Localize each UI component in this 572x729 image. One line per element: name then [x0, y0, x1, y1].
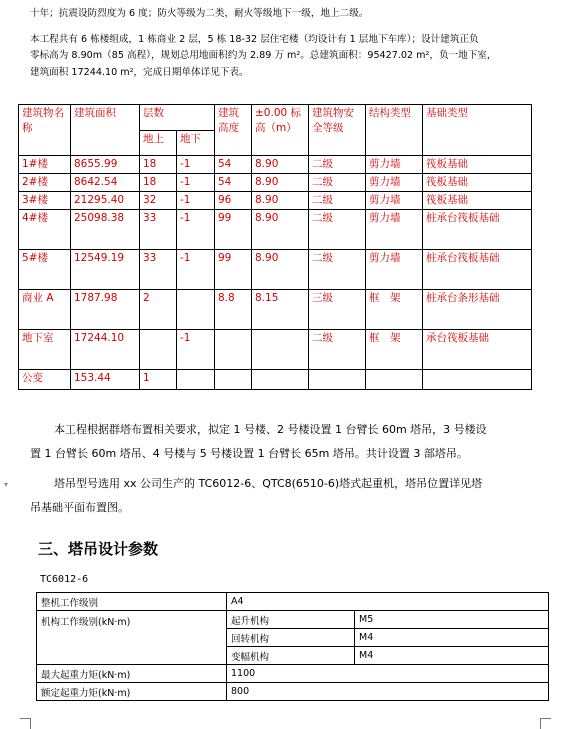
cell-name: 4#楼: [19, 210, 71, 250]
cell-structure: 剪力墙: [366, 156, 423, 174]
cell-below: -1: [177, 192, 215, 210]
cell-area: 8642.54: [71, 174, 140, 192]
table-row: [19, 290, 532, 330]
cell-name: 3#楼: [19, 192, 71, 210]
cell-above: 2: [140, 290, 177, 330]
header-structure: 结构类型: [366, 105, 423, 156]
header-height: 建筑高度: [215, 105, 252, 156]
cell-above: 18: [140, 156, 177, 174]
cell-elevation: 8.90: [252, 250, 309, 290]
cell-safety: 二级: [309, 192, 366, 210]
intro-line-1: 十年；抗震设防烈度为 6 度；防火等级为二类，耐火等级地下一级，地上二级。: [30, 8, 369, 19]
header-safety: 建筑物安全等级: [309, 105, 366, 156]
cell-structure: 框 架: [366, 330, 423, 370]
cell-above: 32: [140, 192, 177, 210]
cell-safety: 二级: [309, 210, 366, 250]
table-row: [19, 210, 532, 250]
cell-foundation: 筏板基础: [423, 192, 532, 210]
intro-line-3: 零标高为 8.90m（85 高程），规划总用地面积约为 2.89 万 m²。总建筑面积：95427.02 m²，负一地下室，: [30, 50, 497, 61]
table-row: [19, 174, 532, 192]
cell-name: 5#楼: [19, 250, 71, 290]
cell-safety: 二级: [309, 174, 366, 192]
header-below: 地下: [177, 131, 215, 156]
cell-area: 12549.19: [71, 250, 140, 290]
cell-foundation: 承台筏板基础: [423, 330, 532, 370]
cell-height: 99: [215, 210, 252, 250]
cell-foundation: [423, 370, 532, 390]
paragraph-1-line-2: 置 1 台臂长 60m 塔吊、4 号楼与 5 号楼设置 1 台臂长 65m 塔吊。共计设置 3 部塔吊。: [30, 447, 468, 460]
paragraph-2-line-1: 塔吊型号选用 xx 公司生产的 TC6012-6、QTC8(6510-6)塔式起重机，塔吊位置详见塔: [54, 477, 483, 490]
cell-height: [215, 330, 252, 370]
cell-below: -1: [177, 330, 215, 370]
cell-elevation: 8.90: [252, 210, 309, 250]
mechanism-name: 起升机构: [227, 611, 355, 629]
param-label: 整机工作级别: [37, 593, 227, 611]
cell-foundation: 桩承台筏板基础: [423, 210, 532, 250]
cell-safety: 二级: [309, 330, 366, 370]
building-table: [18, 104, 532, 390]
cell-below: [177, 370, 215, 390]
cell-above: 1: [140, 370, 177, 390]
cell-elevation: 8.90: [252, 156, 309, 174]
cell-area: 8655.99: [71, 156, 140, 174]
table-row: [19, 370, 532, 390]
param-label: 机构工作级别(kN·m): [37, 611, 227, 665]
tc-model-label: TC6012-6: [40, 574, 89, 585]
section-heading: 三、塔吊设计参数: [38, 540, 159, 558]
mechanism-value: M4: [355, 647, 549, 665]
table-row: [19, 330, 532, 370]
cell-name: 1#楼: [19, 156, 71, 174]
cell-height: 54: [215, 174, 252, 192]
cell-elevation: 8.90: [252, 192, 309, 210]
cell-below: -1: [177, 174, 215, 192]
cell-structure: [366, 370, 423, 390]
cell-area: 17244.10: [71, 330, 140, 370]
cell-elevation: [252, 330, 309, 370]
param-value: A4: [227, 593, 549, 611]
cell-name: 公变: [19, 370, 71, 390]
header-name: 建筑物名称: [19, 105, 71, 156]
cell-structure: 剪力墙: [366, 192, 423, 210]
paragraph-2-line-2: 吊基础平面布置图。: [30, 501, 129, 514]
cell-area: 21295.40: [71, 192, 140, 210]
paragraph-1-line-1: 本工程根据群塔布置相关要求，拟定 1 号楼、2 号楼设置 1 台臂长 60m 塔吊，3 号楼设: [54, 423, 487, 436]
mechanism-name: 变幅机构: [227, 647, 355, 665]
header-floors: 层数: [140, 105, 215, 131]
cell-area: 25098.38: [71, 210, 140, 250]
cell-elevation: 8.15: [252, 290, 309, 330]
mechanism-value: M4: [355, 629, 549, 647]
cell-structure: 框 架: [366, 290, 423, 330]
cell-area: 153.44: [71, 370, 140, 390]
cell-below: -1: [177, 210, 215, 250]
cell-above: [140, 330, 177, 370]
cell-name: 2#楼: [19, 174, 71, 192]
cell-height: [215, 370, 252, 390]
param-value: 800: [227, 683, 549, 701]
cell-height: 96: [215, 192, 252, 210]
crane-parameter-table: [36, 592, 549, 701]
cell-elevation: [252, 370, 309, 390]
header-area: 建筑面积: [71, 105, 140, 156]
cell-name: 商业 A: [19, 290, 71, 330]
intro-line-2: 本工程共有 6 栋楼组成，1 栋商业 2 层，5 栋 18-32 层住宅楼（均设计有 1 层地下车库）；设计建筑正负: [30, 34, 479, 45]
table-row: [19, 156, 532, 174]
cell-foundation: 桩承台条形基础: [423, 290, 532, 330]
page-corner-mark: [540, 718, 551, 729]
cell-foundation: 桩承台筏板基础: [423, 250, 532, 290]
cell-below: -1: [177, 250, 215, 290]
cell-above: 18: [140, 174, 177, 192]
cell-safety: [309, 370, 366, 390]
cell-below: [177, 290, 215, 330]
cell-height: 99: [215, 250, 252, 290]
param-label: 最大起重力矩(kN·m): [37, 665, 227, 683]
cell-above: 33: [140, 250, 177, 290]
cell-foundation: 筏板基础: [423, 156, 532, 174]
cell-area: 1787.98: [71, 290, 140, 330]
cell-safety: 二级: [309, 250, 366, 290]
intro-line-4: 建筑面积 17244.10 m²，完成日期单体详见下表。: [30, 67, 249, 78]
header-elevation: ±0.00 标 高（m）: [252, 105, 309, 156]
cell-below: -1: [177, 156, 215, 174]
cursor-caret-icon: ▾: [4, 480, 9, 489]
header-foundation: 基础类型: [423, 105, 532, 156]
table-row: [19, 192, 532, 210]
param-label: 额定起重力矩(kN·m): [37, 683, 227, 701]
cell-height: 8.8: [215, 290, 252, 330]
cell-structure: 剪力墙: [366, 250, 423, 290]
mechanism-value: M5: [355, 611, 549, 629]
cell-safety: 二级: [309, 156, 366, 174]
cell-safety: 三级: [309, 290, 366, 330]
cell-name: 地下室: [19, 330, 71, 370]
cell-height: 54: [215, 156, 252, 174]
cell-foundation: 筏板基础: [423, 174, 532, 192]
mechanism-name: 回转机构: [227, 629, 355, 647]
table-row: [19, 250, 532, 290]
param-value: 1100: [227, 665, 549, 683]
cell-elevation: 8.90: [252, 174, 309, 192]
cell-structure: 剪力墙: [366, 174, 423, 192]
cell-above: 33: [140, 210, 177, 250]
page-corner-mark: [20, 718, 31, 729]
header-above: 地上: [140, 131, 177, 156]
cell-structure: 剪力墙: [366, 210, 423, 250]
